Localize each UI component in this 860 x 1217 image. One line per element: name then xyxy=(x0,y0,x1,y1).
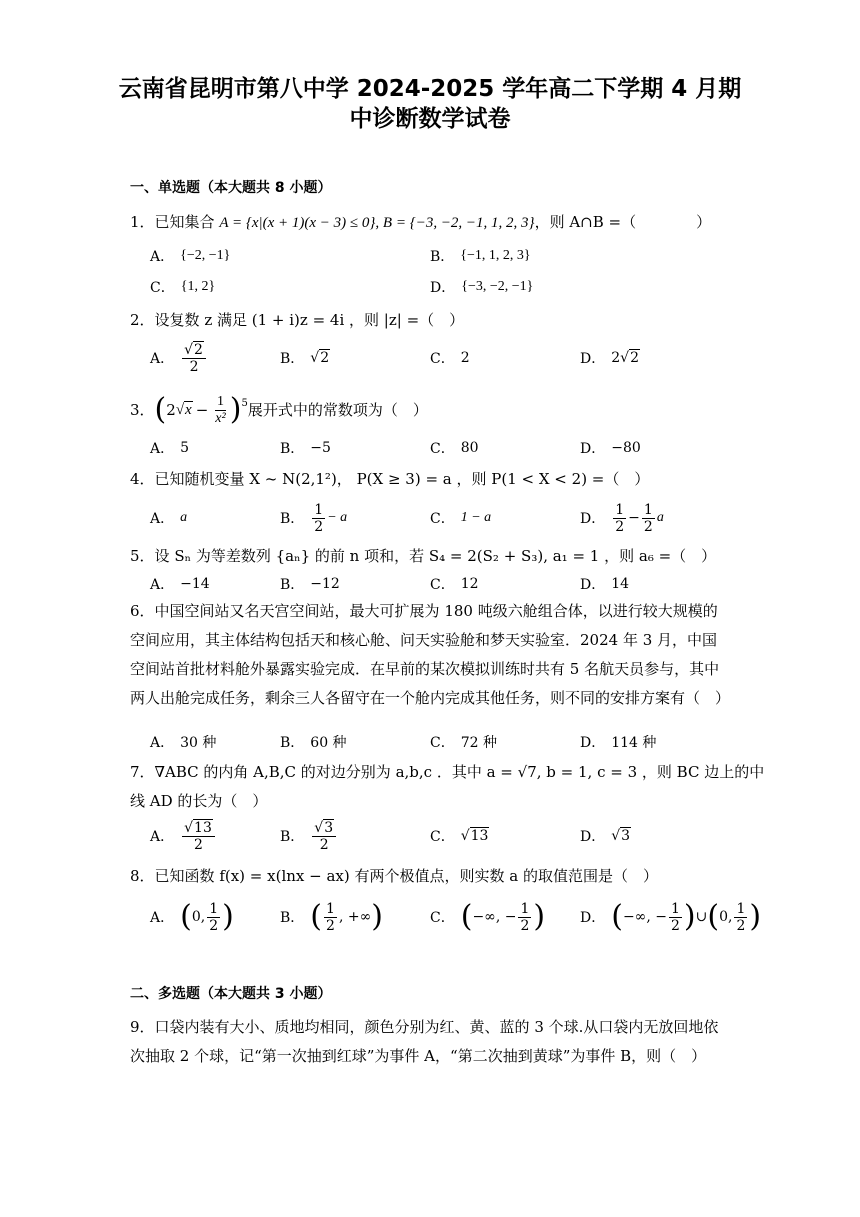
fraction xyxy=(613,502,626,535)
option-value: 30 种 xyxy=(180,735,217,751)
option-label: C． xyxy=(430,351,455,367)
denominator: 2 xyxy=(314,518,324,535)
title-line-1: 云南省昆明市第八中学 2024-2025 学年高二下学期 4 月期 xyxy=(118,76,742,102)
option-d[interactable] xyxy=(430,267,533,307)
option-label: D． xyxy=(580,577,606,593)
title-line-2: 中诊断数学试卷 xyxy=(349,106,511,132)
question-number: 7． xyxy=(130,763,155,781)
question-number: 9． xyxy=(130,1018,155,1036)
option-c[interactable] xyxy=(430,498,491,538)
question-7 xyxy=(130,758,765,786)
union-symbol: ∪ xyxy=(695,909,708,925)
operator: − xyxy=(628,510,640,526)
option-c[interactable] xyxy=(430,428,479,468)
option-value: 80 xyxy=(460,440,479,456)
option-label: A． xyxy=(150,829,175,845)
option-value: {−3, −2, −1} xyxy=(461,279,534,294)
interval-start: −∞, − xyxy=(472,909,517,925)
coefficient: 2 xyxy=(611,350,621,366)
option-value: {1, 2} xyxy=(180,279,216,294)
option-value: {−2, −1} xyxy=(180,248,231,263)
question-text: ∇ABC 的内角 A,B,C 的对边分别为 a,b,c ．其中 a = √7, b = 1, c = 3 ，则 BC 边上的中 xyxy=(154,763,765,781)
option-c[interactable] xyxy=(430,722,497,762)
option-label: A． xyxy=(150,351,175,367)
question-number: 2． xyxy=(130,311,155,329)
question-text: 展开式中的常数项为（ ） xyxy=(247,401,428,419)
option-a[interactable] xyxy=(150,498,187,538)
option-c[interactable] xyxy=(430,338,470,378)
option-label: D． xyxy=(580,511,606,527)
fraction xyxy=(518,901,531,934)
question-number: 4． xyxy=(130,470,155,488)
option-value: 114 种 xyxy=(611,735,657,751)
option-label: A． xyxy=(150,441,175,457)
option-c[interactable]: C． √13 xyxy=(430,828,489,845)
question-text: 设 Sₙ 为等差数列 {aₙ} 的前 n 项和，若 S₄ = 2(S₂ + S₃), a₁ = 1 ，则 a₆ =（ ） xyxy=(154,547,717,565)
question-1 xyxy=(130,208,730,237)
fraction: $\frac{√13}{2}$ xyxy=(182,820,215,853)
option-label: D． xyxy=(580,441,606,457)
radicand: 13 xyxy=(194,819,212,836)
option-label: A． xyxy=(150,511,175,527)
question-8 xyxy=(130,862,730,890)
option-label: A． xyxy=(150,577,175,593)
option-value: 2 xyxy=(460,350,470,366)
option-a[interactable] xyxy=(150,338,208,378)
option-label: A． xyxy=(150,735,175,751)
fraction: $\frac{√3}{2}$ xyxy=(312,820,336,853)
question-text: 设复数 z 满足 (1 + i)z = 4i ，则 |z| =（ ） xyxy=(154,311,465,329)
section-multiple-choice: 二、多选题（本大题共 3 小题） xyxy=(130,986,332,1002)
fraction xyxy=(312,502,325,535)
option-label: D． xyxy=(580,351,606,367)
option-b[interactable]: B． ( $\frac{1}{2}$ , +∞ ) xyxy=(280,899,383,934)
option-a[interactable]: A． ( 0, $\frac{1}{2}$ ) xyxy=(150,899,234,934)
denominator: 2 xyxy=(520,917,530,934)
numerator: 1 xyxy=(736,900,746,917)
question-text: 已知函数 f(x) = x(lnx − ax) 有两个极值点，则实数 a 的取值范围是（ ） xyxy=(154,867,658,885)
option-b[interactable] xyxy=(280,498,347,538)
fraction xyxy=(213,394,227,427)
option-label: B． xyxy=(280,441,305,457)
radicand: x xyxy=(185,402,192,418)
fraction xyxy=(734,901,747,934)
option-d[interactable]: D． ( −∞, − $\frac{1}{2}$ ) ∪ ( 0, $\frac{1}{2}$ ) xyxy=(580,899,762,934)
question-6 xyxy=(130,597,731,713)
radicand: 2 xyxy=(630,350,639,366)
exponent: 5 xyxy=(241,398,248,409)
option-value: 12 xyxy=(460,576,479,592)
option-label: D． xyxy=(580,829,606,845)
option-label: B． xyxy=(280,577,305,593)
question-text: 线 AD 的长为（ ） xyxy=(130,792,268,810)
radicand: 2 xyxy=(320,350,330,366)
option-value: 5 xyxy=(180,440,190,456)
denominator: 2 xyxy=(670,917,680,934)
radicand: 3 xyxy=(621,828,631,844)
option-d[interactable]: D． √3 xyxy=(580,828,631,845)
option-label: B． xyxy=(280,735,305,751)
option-label: B． xyxy=(430,249,455,265)
denominator: 2 xyxy=(319,836,329,853)
interval-start: 0, xyxy=(191,909,206,925)
fraction xyxy=(669,901,682,934)
question-number: 6． xyxy=(130,602,155,620)
option-label: C． xyxy=(430,511,455,527)
option-d[interactable] xyxy=(580,428,641,468)
option-value: −80 xyxy=(611,440,641,456)
option-a[interactable] xyxy=(150,428,189,468)
numerator: 1 xyxy=(615,501,625,518)
option-c[interactable]: C． ( −∞, − $\frac{1}{2}$ ) xyxy=(430,899,546,934)
option-d[interactable] xyxy=(580,722,656,762)
option-c[interactable] xyxy=(150,267,215,307)
set-expression: A = {x|(x + 1)(x − 3) ≤ 0}, B = {−3, −2, −1, 1, 2, 3} xyxy=(219,215,535,231)
fraction: $\frac{√2}{2}$ xyxy=(182,342,206,375)
denominator: 2 xyxy=(189,358,199,375)
option-b[interactable] xyxy=(280,428,331,468)
option-label: C． xyxy=(430,577,455,593)
radicand: 13 xyxy=(470,828,489,844)
question-text: 中国空间站又名天宫空间站，最大可扩展为 180 吨级六舱组合体，以进行较大规模的空间应用，其主体结构包括天和核心舱、问天实验舱和梦天实验室．2024 年 3 月，中国空间站首批材料舱外暴露实验完成．在早前的某次模拟训练时共有 5 名航天员参与，其中两人出舱完成任务，剩余三人各留守在一个舱内完成其他任务，则不同的安排方案有（ ） xyxy=(130,602,731,707)
option-value: 1 − a xyxy=(460,510,492,525)
denominator: 2 xyxy=(615,518,625,535)
option-d[interactable]: D． 2 √2 xyxy=(580,350,639,367)
option-label: B． xyxy=(280,829,305,845)
denominator: 2 xyxy=(209,917,219,934)
question-4 xyxy=(130,465,730,493)
question-number: 8． xyxy=(130,867,155,885)
numerator: 1 xyxy=(314,501,324,518)
option-label: A． xyxy=(150,910,175,926)
denominator: x² xyxy=(215,410,226,426)
option-value: {−1, 1, 2, 3} xyxy=(460,248,531,263)
option-label: D． xyxy=(580,735,606,751)
question-text: ，则 A∩B =（ ） xyxy=(534,213,712,231)
option-label: D． xyxy=(430,280,456,296)
option-label: C． xyxy=(430,829,455,845)
option-value: 72 种 xyxy=(460,735,497,751)
question-text: 口袋内装有大小、质地均相同，颜色分别为红、黄、蓝的 3 个球.从口袋内无放回地依次抽取 2 个球，记“第一次抽到红球”为事件 A，“第二次抽到黄球”为事件 B，则（ ） xyxy=(130,1018,719,1065)
radicand: 3 xyxy=(324,819,334,836)
radicand: 2 xyxy=(194,341,203,358)
denominator: 2 xyxy=(643,518,653,535)
option-label: D． xyxy=(580,910,606,926)
numerator: 1 xyxy=(209,900,219,917)
interval-end: , +∞ xyxy=(338,909,372,925)
fraction xyxy=(642,502,655,535)
option-label: C． xyxy=(430,910,455,926)
option-a[interactable] xyxy=(150,816,217,856)
question-text: 已知随机变量 X ~ N(2,1²)， P(X ≥ 3) = a ，则 P(1 < X < 2) =（ ） xyxy=(154,470,650,488)
exam-title xyxy=(0,74,860,134)
numerator: 1 xyxy=(670,900,680,917)
option-d[interactable] xyxy=(580,498,664,538)
question-7-line-2 xyxy=(130,787,730,815)
option-value: 60 种 xyxy=(310,735,347,751)
question-number: 5． xyxy=(130,547,155,565)
option-label: C． xyxy=(430,441,455,457)
fraction xyxy=(207,901,220,934)
question-2 xyxy=(130,306,730,334)
denominator: 2 xyxy=(326,917,335,934)
denominator: 2 xyxy=(194,836,203,853)
option-b[interactable]: B． √2 xyxy=(280,350,330,367)
question-3: 3． ( 2 √x − $\frac{1}{\text{x²}}$ ) $^5$ 展开式中的常数项为（ ） xyxy=(130,392,428,427)
numerator: 1 xyxy=(326,900,335,917)
option-value: − a xyxy=(327,510,348,525)
option-value: −12 xyxy=(310,576,340,592)
interval-start: −∞, − xyxy=(622,909,667,925)
question-number: 1． xyxy=(130,213,155,231)
option-label: C． xyxy=(150,280,175,296)
question-number: 3． xyxy=(130,401,155,419)
option-b[interactable] xyxy=(280,722,347,762)
option-value: −5 xyxy=(310,440,331,456)
numerator: 1 xyxy=(520,900,530,917)
option-value: 14 xyxy=(611,576,630,592)
option-value: a xyxy=(656,510,664,525)
option-a[interactable] xyxy=(150,722,216,762)
option-label: B． xyxy=(280,351,305,367)
coefficient: 2 xyxy=(166,401,176,419)
option-value: a xyxy=(180,510,188,525)
section-single-choice: 一、单选题（本大题共 8 小题） xyxy=(130,180,332,196)
numerator: 1 xyxy=(217,393,224,409)
option-label: C． xyxy=(430,735,455,751)
option-label: B． xyxy=(280,910,305,926)
option-label: A． xyxy=(150,249,175,265)
option-b[interactable] xyxy=(280,816,338,856)
question-text: 已知集合 xyxy=(154,213,215,231)
denominator: 2 xyxy=(736,917,746,934)
fraction xyxy=(324,901,337,934)
interval-start: 0, xyxy=(719,909,733,925)
option-label: B． xyxy=(280,511,305,527)
option-value: −14 xyxy=(180,576,210,592)
numerator: 1 xyxy=(643,501,653,518)
question-9 xyxy=(130,1013,728,1071)
